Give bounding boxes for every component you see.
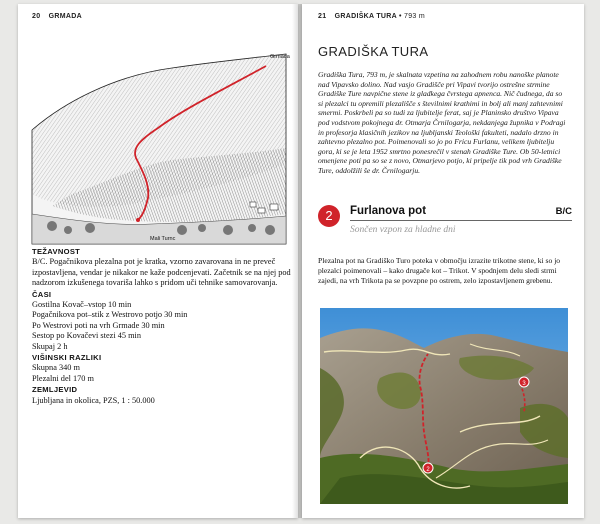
right-page-number: 21 — [318, 13, 327, 20]
route-description: Plezalna pot na Gradiško Turo poteka v območju izrazite trikotne stene, ki so jo plezalci poimenovali – kako drugače kot – Trikot. V spodnjem delu sledi strmi zajedi, na vrh Trikota pa se povzpne po ostrem, zelo izpostavljenem grebenu. — [318, 256, 561, 285]
section-heading-elevation: VIŠINSKI RAZLIKI — [32, 353, 102, 363]
section-heading-difficulty: TEŽAVNOST — [32, 247, 81, 256]
section-heading-times: ČASI — [32, 289, 52, 299]
route-subtitle: Sončen vzpon za hladne dni — [350, 225, 456, 235]
right-running-head: 21 GRADIŠKA TURA • 793 m — [318, 13, 425, 20]
route-photo — [320, 308, 568, 504]
times-line: Sestop po Kovačevi stezi 45 min — [32, 331, 141, 341]
mountain-drawing — [32, 44, 290, 244]
drawing-label-summit: Grmada — [270, 54, 290, 60]
times-line: Pogačnikova pot–stik z Westrovo potjo 30 min — [32, 310, 188, 320]
left-page — [18, 4, 298, 518]
route-name: Furlanova pot — [350, 205, 427, 217]
route-grade: B/C — [555, 206, 572, 217]
map-line: Ljubljana in okolica, PZS, 1 : 50.000 — [32, 395, 155, 405]
route-number-badge: 2 — [318, 205, 340, 227]
times-line: Po Westrovi poti na vrh Grmade 30 min — [32, 320, 165, 330]
route-info — [32, 246, 292, 406]
elevation-line: Plezalni del 170 m — [32, 373, 94, 383]
right-running-title: GRADIŠKA TURA — [334, 13, 397, 20]
route-header — [318, 205, 572, 249]
difficulty-text: B/C. Pogačnikova plezalna pot je kratka, vzorno zavarovana in ne preveč izpostavljena, vendar je nikakor ne kaže podcenjevati. Začetnik se na njej pod nadzorom izkušenega tovariša lahko s pridom uči tehnike samovarovanja. — [32, 257, 291, 288]
left-page-number: 20 — [32, 13, 41, 20]
right-page — [302, 4, 584, 518]
drawing-label-village: Mali Turnc — [150, 236, 176, 242]
chapter-title: GRADIŠKA TURA — [318, 44, 429, 59]
left-running-title: GRMADA — [48, 13, 82, 20]
chapter-intro: Gradiška Tura, 793 m, je skalnata vzpetina na zahodnem robu nanoške planote nad Vipavsko dolino. Nad vasjo Gradišče pri Vipavi tvorijo ostrešne strmine Gradiške Ture navpične stene iz gladkega čvrstega apnenca. Nič čudnega, da so si plezalci tu opremili plezališče s številnimi krathimi in bolj ali manj zahtevnimi smermi. Poskrbeli pa so tudi za ljubitelje ferat, saj je Planinsko društvo Vipava pod vodstvom pokojnega dr. Otmarja Črnilogarja, nekdanjega župnika v Podragi in profesorja klasičnih jezikov na ljubljanski Teološki fakulteti, nadalo drzno in zahtevno plezalno pot. Poimenovali so jo po Fricu Furlanu, velikem ljubitelju gora, ki se je leta 1952 smrtno ponesrečil v stenah Gradiške Ture. Ob 50-letnici omenjene poti pa so se z novo, Otmarjevo potjo, ki pripelje tik pod vrh Gradiške Ture, oddolžili še dr. Črnilogarju. — [318, 70, 566, 175]
times-line: Gostilna Kovač–vstop 10 min — [32, 300, 132, 310]
right-running-altitude: 793 m — [404, 13, 425, 20]
section-heading-map: ZEMLJEVID — [32, 385, 78, 395]
photo-marker-3: 3 — [522, 381, 526, 387]
elevation-line: Skupna 340 m — [32, 363, 80, 373]
photo-marker-2: 2 — [426, 467, 430, 473]
route-divider — [350, 220, 572, 221]
left-running-head — [32, 13, 82, 20]
times-line: Skupaj 2 h — [32, 341, 68, 351]
